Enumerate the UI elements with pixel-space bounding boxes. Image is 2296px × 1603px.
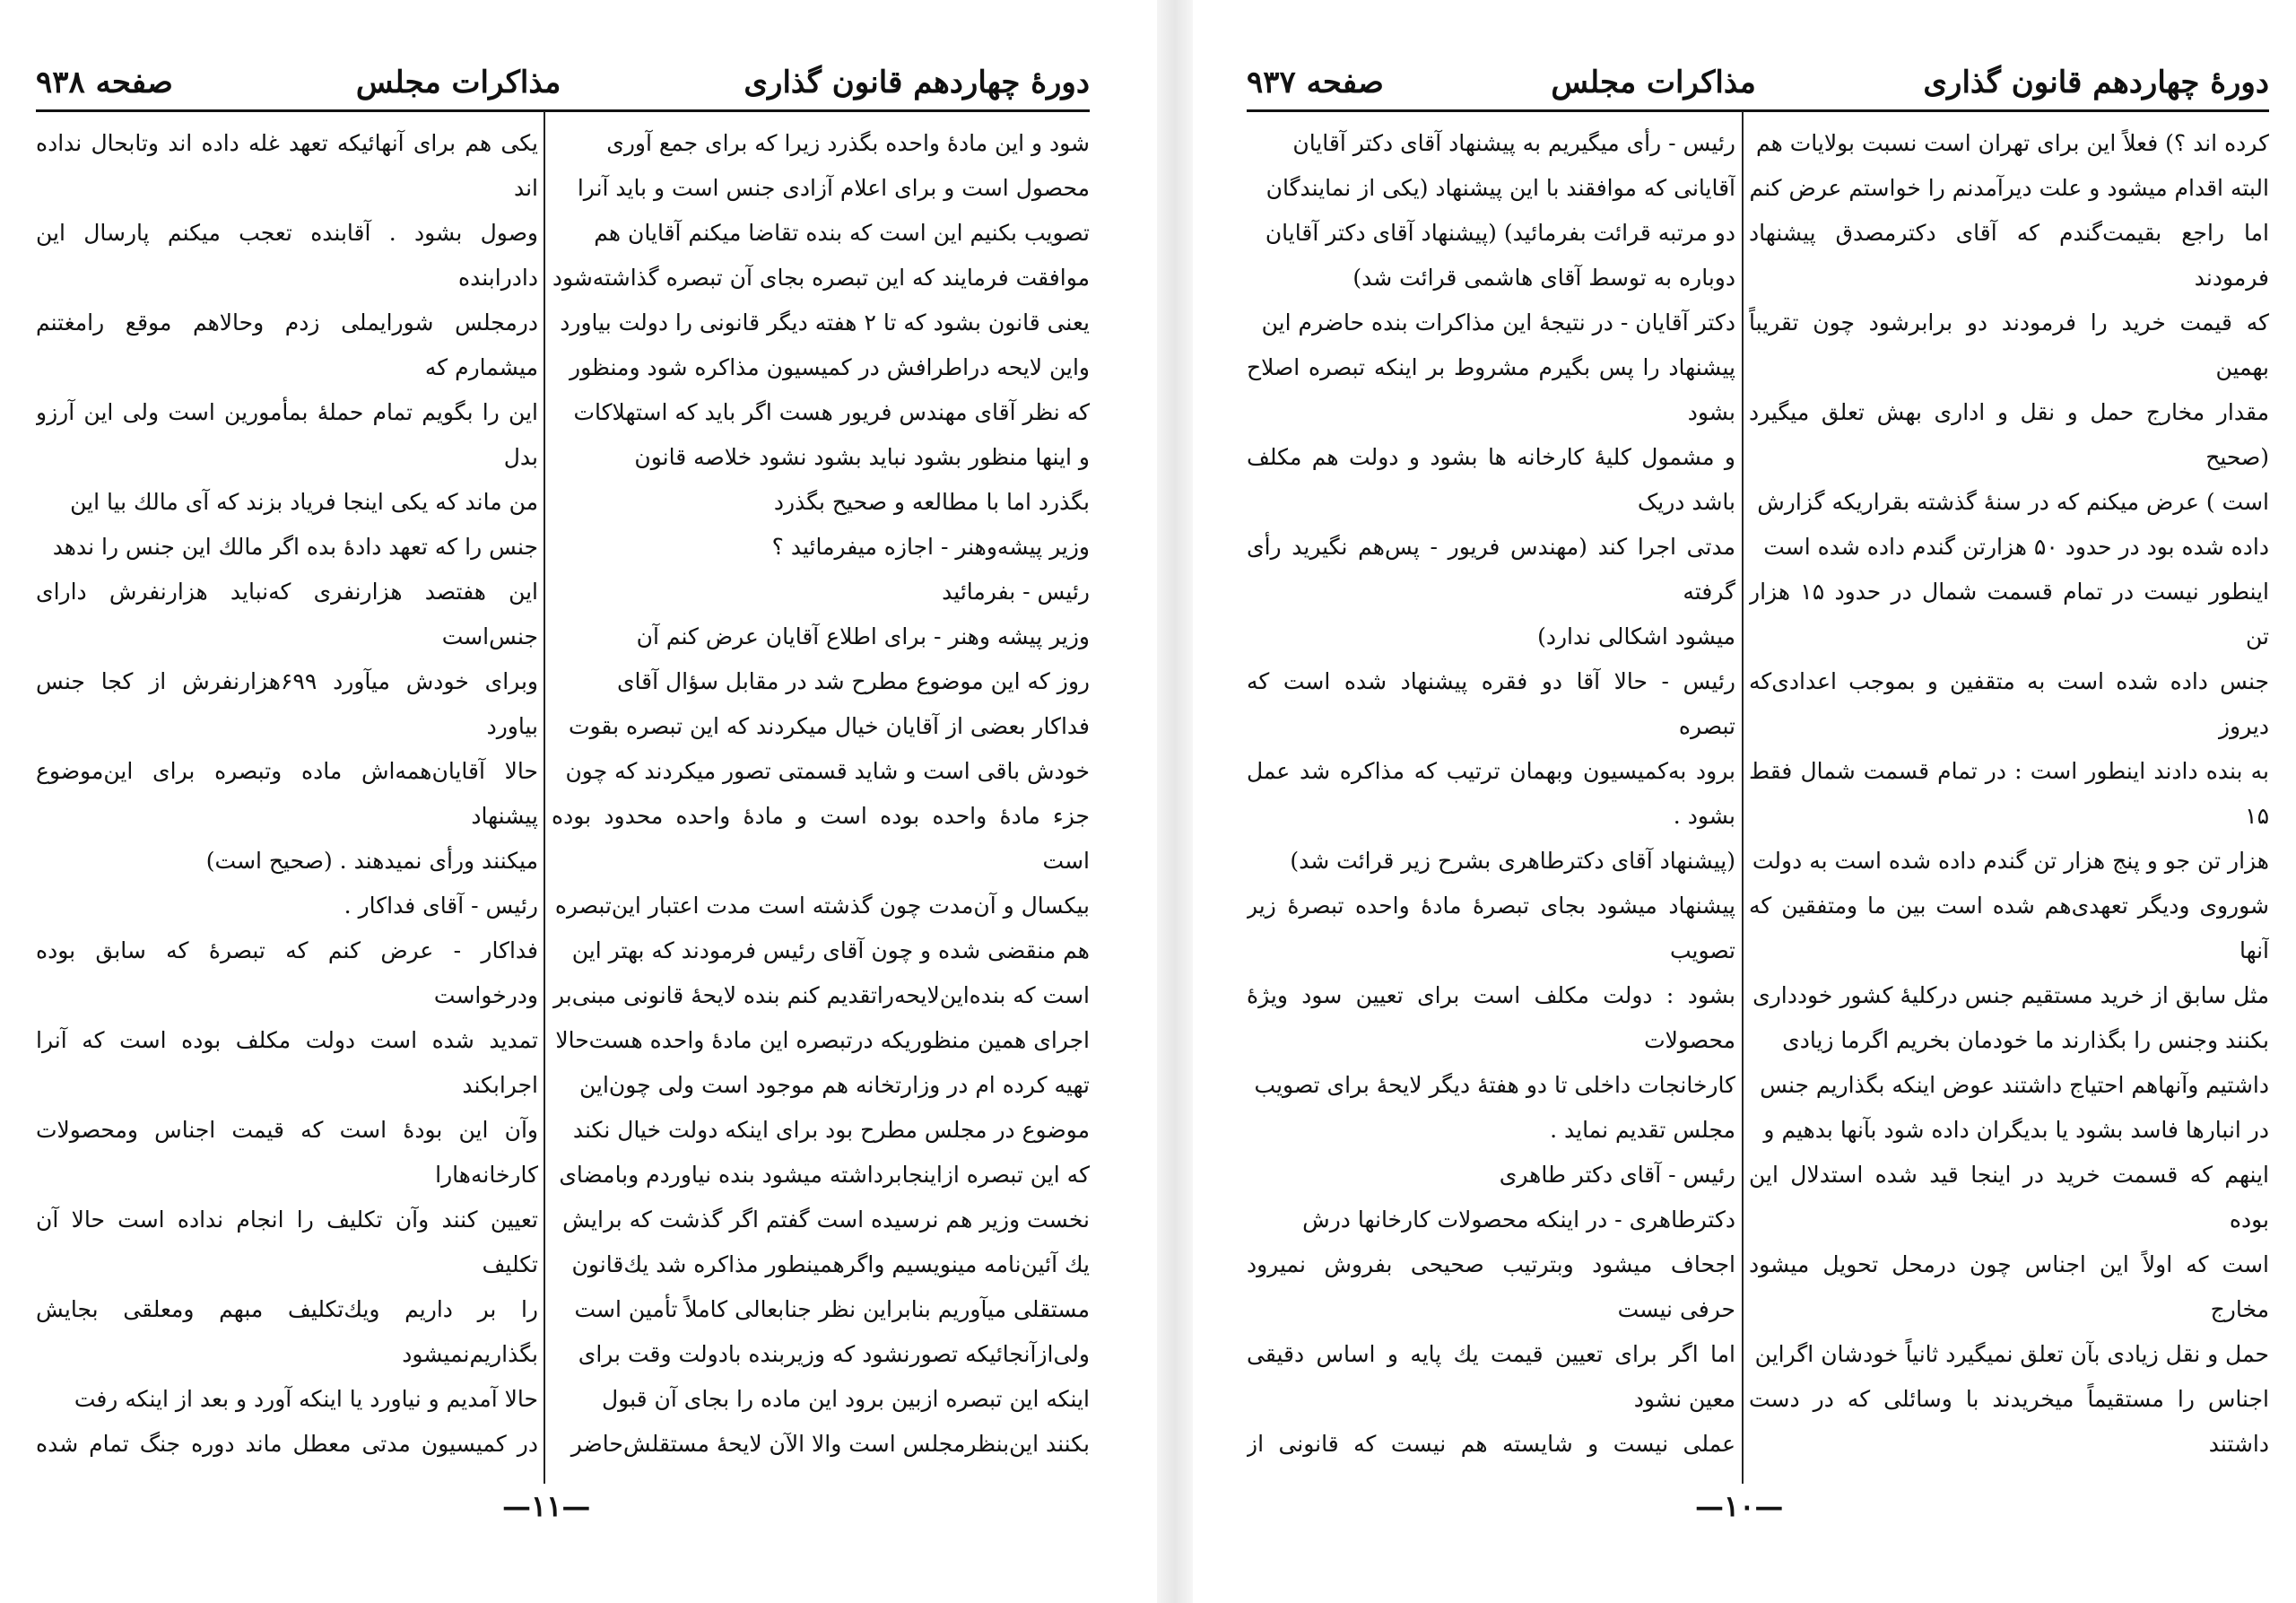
column-text: کرده اند ؟) فعلاً این برای تهران است نسبت بولایات هم البته اقدام میشود و علت دیرآمدنم را خواستم عرض کنم اما راجع بقیمت‌گندم که آقای دکترمصدق پیشنهاد فرمودند که قیمت خرید را فرمودند دو برابرشود چون تقریباً بهمین مقدار مخارج حمل و نقل و اداری بهش تعلق میگیرد (صحیح است ) عرض میکنم که در سنهٔ گذشته بقراریکه گزارش داده شده بود در حدود ۵۰ هزارتن گندم داده شده است اینطور نیست در تمام قسمت شمال در حدود ۱۵ هزار تن جنس داده شده است به متقفین و بموجب اعدادی‌که دیروز به بنده دادند اینطور است : در تمام قسمت شمال فقط ۱۵ هزار تن جو و پنج هزار تن گندم داده شده است به دولت شوروی ودیگر تعهدی‌هم شده است بین ما ومتفقین که آنها مثل سابق از خرید مستقیم جنس درکلیهٔ کشور خودداری بکنند وجنس را بگذارند ما خودمان بخریم اگرما زیادی داشتیم وآنهاهم احتیاج داشتند عوض اینکه بگذاریم جنس در انبارها فاسد بشود یا بدیگران داده شود بآنها بدهیم و اینهم که قسمت خرید در اینجا قید شده استدلال این بوده است که اولاً این اجناس چون درمحل تحویل میشود مخارج حمل و نقل زیادی بآن تعلق نمیگیرد ثانیاً خودشان اگراین اجناس را مستقیماً میخریدند با وسائلی که در دست داشتند — [1749, 130, 2269, 1457]
column-left — [36, 121, 538, 1467]
column-left — [1247, 121, 1735, 1467]
page-number: —۱۰— — [1695, 1489, 1784, 1523]
column-divider — [1742, 111, 1744, 1484]
page-number: —۱۱— — [502, 1489, 591, 1523]
header-subtitle: مذاکرات مجلس — [1551, 65, 1756, 100]
header-title: دورهٔ چهاردهم قانون گذاری — [1923, 65, 2269, 100]
page-header — [1247, 54, 2269, 111]
header-page-label: صفحه ۹۳۷ — [1247, 65, 1384, 100]
header-subtitle: مذاکرات مجلس — [355, 65, 561, 100]
header-page-label: صفحه ۹۳۸ — [36, 65, 173, 100]
column-text: رئیس - رأی میگیریم به پیشنهاد آقای دکتر آقایان آقایانی که موافقند با این پیشنهاد (یکی از نمایندگان دو مرتبه قرائت بفرمائید) (پیشنهاد آقای دکتر آقایان دوباره به توسط آقای هاشمی قرائت شد) دکتر آقایان - در نتیجهٔ این مذاکرات بنده حاضرم این پیشنهاد را پس بگیرم مشروط بر اینکه تبصره اصلاح بشود و مشمول کلیهٔ کارخانه ها بشود و دولت هم مکلف باشد دریک مدتی اجرا کند (مهندس فریور - پس‌هم نگیرید رأی گرفته میشود اشکالی ندارد) رئیس - حالا آقا دو فقره پیشنهاد شده است که تبصره برود به‌کمیسیون وبهمان ترتیب که مذاکره شد عمل بشود . (پیشنهاد آقای دکترطاهری بشرح زیر قرائت شد) پیشنهاد میشود بجای تبصرهٔ مادهٔ واحده تبصرهٔ زیر تصویب بشود : دولت مکلف است برای تعیین سود ویژهٔ محصولات کارخانجات داخلی تا دو هفتهٔ دیگر لایحهٔ برای تصویب مجلس تقدیم نماید . رئیس - آقای دکتر طاهری دکترطاهری - در اینکه محصولات کارخانها درش اجحاف میشود وبترتیب صحیحی بفروش نمیرود حرفی نیست اما اگر برای تعیین قیمت یك پایه و اساس دقیقی معین نشود عملی نیست و شایسته هم نیست که قانونی از — [1247, 130, 1735, 1457]
header-rule — [1247, 109, 2269, 112]
column-right — [552, 121, 1090, 1467]
column-right — [1749, 121, 2269, 1467]
page-937 — [1193, 0, 2296, 1603]
column-text: یکی هم برای آنهائیکه تعهد غله داده اند وتابحال نداده اند وصول بشود . آقابنده تعجب میکنم پارسال این دادرابنده درمجلس شورایملی زدم وحالاهم موقع رامغتنم میشمارم که این را بگویم تمام حملهٔ بمأمورین است ولی این آرزو بدل من ماند که یکی اینجا فریاد بزند که آی مالك بیا این جنس را که تعهد دادهٔ بده اگر مالك این جنس را ندهد این هفتصد هزارنفری که‌نباید هزارنفرش دارای جنس‌است وبرای خودش میآورد ۶۹۹هزارنفرش از کجا جنس بیاورد حالا آقایان‌همه‌اش ماده وتبصره برای این‌موضوع پیشنهاد میکنند ورأی نمیدهند . (صحیح است) رئیس - آقای فداکار . فداکار - عرض کنم که تبصرهٔ که سابق بوده ودرخواست تمدید شده است دولت مکلف بوده است که آنرا اجرابکند وآن این بودهٔ است که قیمت اجناس ومحصولات کارخانه‌هارا تعیین کنند وآن تکلیف را انجام نداده است حالا آن تکلیف را بر داریم ویك‌تکلیف مبهم ومعلقی بجایش بگذاریم‌نمیشود حالا آمدیم و نیاورد یا اینکه آورد و بعد از اینکه رفت در کمیسیون مدتی معطل ماند دوره جنگ تمام شده — [36, 130, 538, 1457]
header-title: دورهٔ چهاردهم قانون گذاری — [744, 65, 1090, 100]
column-text: شود و این مادهٔ واحده بگذرد زیرا که برای جمع آوری محصول است و برای اعلام آزادی جنس است و باید آنرا تصویب بکنیم این است که بنده تقاضا میکنم آقایان هم موافقت فرمایند که این تبصره بجای آن تبصره گذاشته‌شود یعنی قانون بشود که تا ۲ هفته دیگر قانونی را دولت بیاورد واین لایحه دراطرافش در کمیسیون مذاکره شود ومنظور که نظر آقای مهندس فریور هست اگر باید که استهلاکات و اینها منظور بشود نباید بشود نشود خلاصه قانون بگذرد اما با مطالعه و صحیح بگذرد وزیر پیشه‌وهنر - اجازه میفرمائید ؟ رئیس - بفرمائید وزیر پیشه وهنر - برای اطلاع آقایان عرض کنم آن روز که این موضوع مطرح شد در مقابل سؤال آقای فداکار بعضی از آقایان خیال میکردند که این تبصره بقوت خودش باقی است و شاید قسمتی تصور میکردند که چون جزء مادهٔ واحده بوده است و مادهٔ واحده محدود بوده است بیکسال و آن‌مدت چون گذشته است مدت اعتبار این‌تبصره هم منقضی شده و چون آقای رئیس فرمودند که بهتر این است که بنده‌این‌لایحه‌راتقدیم کنم بنده لایحهٔ قانونی مبنی‌بر اجرای همین منظوریکه درتبصره این مادهٔ واحده هست‌حالا تهیه کرده ام در وزارتخانه هم موجود است ولی چون‌این موضوع در مجلس مطرح بود برای اینکه دولت خیال نکند که این تبصره ازاینجابرداشته میشود بنده نیاوردم وبامضای نخست وزیر هم نرسیده است گفتم اگر گذشت که برایش یك آئین‌نامه مینویسیم واگرهمینطور مذاکره شد یك‌قانون مستقلی میآوریم بنابراین نظر جنابعالی کاملاً تأمین است ولی‌ازآنجائیکه تصورنشود که وزیربنده بادولت وقت برای اینکه این تبصره ازبین برود این ماده را بجای آن قبول بکنند این‌بنظرمجلس است والا الآن لایحهٔ مستقلش‌حاضر — [552, 130, 1090, 1457]
page-header — [36, 54, 1090, 111]
header-rule — [36, 109, 1090, 112]
book-gutter — [1157, 0, 1193, 1603]
column-divider — [544, 111, 545, 1484]
